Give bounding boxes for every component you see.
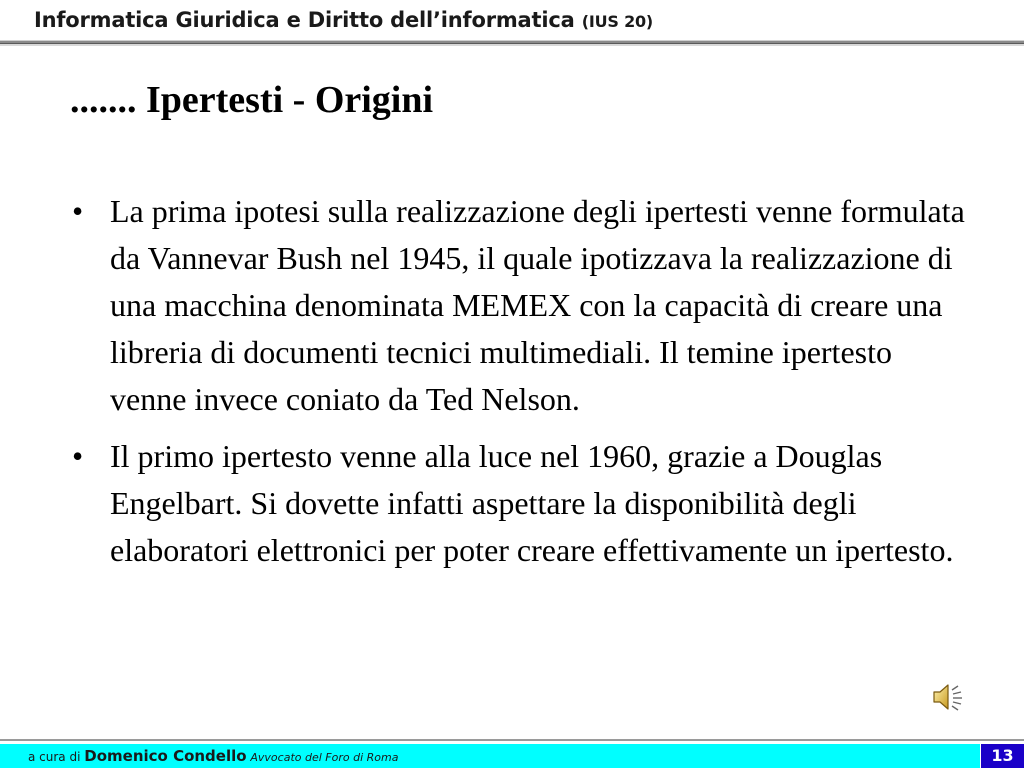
course-title: Informatica Giuridica e Diritto dell’informatica (34, 8, 575, 32)
bullet-item (70, 188, 970, 423)
footer-author: Domenico Condello (84, 747, 247, 765)
bullet-mark: • (72, 438, 84, 474)
bullet-list (70, 188, 970, 584)
page-number: 13 (981, 744, 1024, 768)
footer-bar (0, 744, 980, 768)
header-title (34, 8, 653, 32)
footer-divider (0, 739, 1024, 741)
course-code: (IUS 20) (581, 12, 654, 31)
slide-title: ....... Ipertesti - Origini (70, 79, 434, 121)
footer-prefix: a cura di (28, 750, 81, 764)
bullet-mark: • (72, 193, 84, 229)
bullet-text: Il primo ipertesto venne alla luce nel 1960, grazie a Douglas Engelbart. Si dovette infatti aspettare la disponibilità degli elaboratori elettronici per poter creare effettivamente un ipertesto. (110, 438, 954, 568)
speaker-icon[interactable] (930, 681, 966, 713)
bullet-text: La prima ipotesi sulla realizzazione degli ipertesti venne formulata da Vannevar Bush nel 1945, il quale ipotizzava la realizzazione di una macchina denominata MEMEX con la capacità di creare una libreria di documenti tecnici multimediali. Il temine ipertesto venne invece coniato da Ted Nelson. (110, 193, 965, 417)
footer-role: Avvocato del Foro di Roma (250, 751, 399, 764)
bullet-item (70, 433, 970, 574)
footer-credit (28, 746, 398, 768)
header-divider (0, 40, 1024, 46)
